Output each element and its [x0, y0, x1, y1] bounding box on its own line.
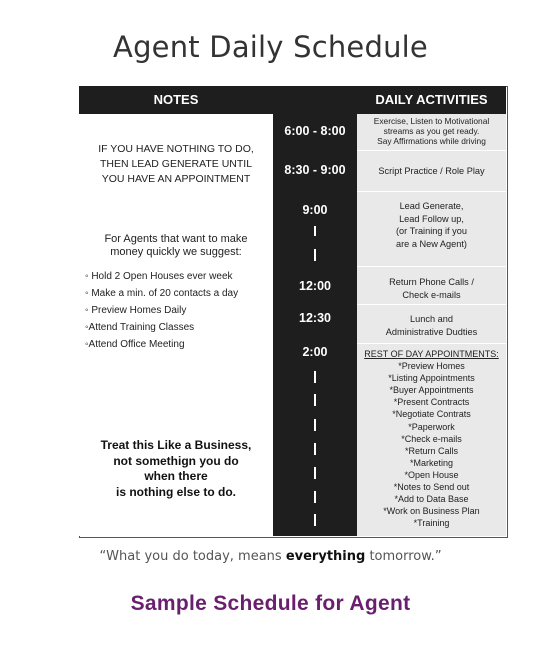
activity-lunch — [360, 313, 503, 338]
page-title: Agent Daily Schedule — [113, 30, 428, 64]
notes-header: NOTES — [79, 86, 273, 114]
time-label: 2:00 — [302, 345, 328, 359]
activity-calls — [360, 276, 503, 301]
time-divider — [314, 443, 316, 455]
time-label: 12:30 — [299, 311, 331, 325]
list-item: *Check e-mails — [401, 433, 462, 444]
activity-line: Script Practice / Role Play — [378, 166, 485, 176]
list-item: *Marketing — [409, 457, 454, 468]
list-item: *Listing Appointments — [388, 373, 475, 384]
note-line: money quickly we suggest: — [110, 246, 242, 258]
note-line: Treat this Like a Business, — [100, 438, 252, 452]
time-label: 9:00 — [302, 203, 328, 217]
time-divider — [314, 249, 316, 261]
time-divider — [314, 371, 316, 383]
suggest-note — [83, 233, 269, 259]
activity-line: Lead Generate, — [399, 201, 464, 211]
time-label: 12:00 — [299, 279, 331, 293]
quote-start: “What you do today, means — [99, 549, 286, 564]
time-divider — [314, 419, 316, 431]
lead-generate-note — [83, 142, 269, 187]
footer-caption: Sample Schedule for Agent — [130, 592, 411, 615]
activity-line: Check e-mails — [402, 289, 461, 300]
list-item: *Work on Business Plan — [383, 506, 480, 517]
list-item: *Return Calls — [404, 445, 459, 456]
list-item: ◦Attend Training Classes — [85, 322, 195, 333]
note-line: when there — [144, 469, 208, 483]
time-divider — [314, 467, 316, 479]
quote-end: tomorrow.” — [365, 549, 442, 564]
activity-line: Say Affirmations while driving — [377, 136, 486, 146]
activity-line: Return Phone Calls / — [389, 277, 474, 287]
row-separator — [357, 266, 506, 267]
suggestion-list — [85, 268, 275, 353]
time-divider — [314, 491, 316, 503]
time-divider — [314, 226, 316, 236]
schedule-table — [79, 86, 507, 537]
note-line: YOU HAVE AN APPOINTMENT — [101, 173, 251, 185]
list-item: ◦Attend Office Meeting — [85, 339, 185, 350]
activities-header: DAILY ACTIVITIES — [357, 86, 506, 114]
note-line: not somethign you do — [113, 453, 239, 468]
activity-line: are a New Agent) — [396, 238, 467, 249]
list-item: *Preview Homes — [398, 361, 465, 372]
time-label: 8:30 - 9:00 — [284, 163, 346, 177]
note-line: is nothing else to do. — [116, 484, 236, 499]
list-item: *Notes to Send out — [393, 482, 470, 493]
list-item: *Training — [413, 518, 450, 529]
activity-line: streams as you get ready. — [383, 126, 480, 136]
time-label: 6:00 - 8:00 — [284, 124, 346, 138]
list-item: ◦ Hold 2 Open Houses ever week — [85, 271, 233, 282]
note-line: THEN LEAD GENERATE UNTIL — [99, 158, 253, 170]
list-item: *Negotiate Contrats — [392, 409, 471, 420]
motivational-quote — [0, 549, 541, 564]
row-separator — [357, 150, 506, 151]
list-item: *Add to Data Base — [394, 494, 469, 505]
list-item: ◦ Make a min. of 20 contacts a day — [85, 288, 239, 299]
rest-of-day-heading: REST OF DAY APPOINTMENTS: — [364, 349, 499, 359]
activity-line: Exercise, Listen to Motivational — [373, 116, 490, 126]
time-divider — [314, 514, 316, 526]
note-line: IF YOU HAVE NOTHING TO DO, — [98, 143, 254, 155]
quote-emphasis: everything — [285, 549, 366, 564]
list-item: *Present Contracts — [393, 397, 470, 408]
row-separator — [357, 304, 506, 305]
activity-morning — [360, 116, 503, 146]
activity-line: Lead Follow up, — [399, 213, 464, 224]
activity-line: Lunch and — [410, 314, 453, 324]
time-divider — [314, 394, 316, 406]
activity-script — [360, 165, 503, 178]
business-note — [83, 438, 269, 500]
list-item: *Buyer Appointments — [389, 385, 474, 396]
activity-line: Administrative Dudties — [385, 326, 478, 337]
activity-line: (or Training if you — [396, 226, 467, 236]
list-item: ◦ Preview Homes Daily — [85, 305, 187, 316]
rest-of-day-list — [360, 348, 503, 529]
list-item: *Open House — [404, 469, 459, 480]
note-line: For Agents that want to make — [104, 233, 248, 245]
row-separator — [357, 343, 506, 344]
activity-lead-generate — [360, 200, 503, 250]
row-separator — [357, 191, 506, 192]
list-item: *Paperwork — [408, 421, 455, 432]
